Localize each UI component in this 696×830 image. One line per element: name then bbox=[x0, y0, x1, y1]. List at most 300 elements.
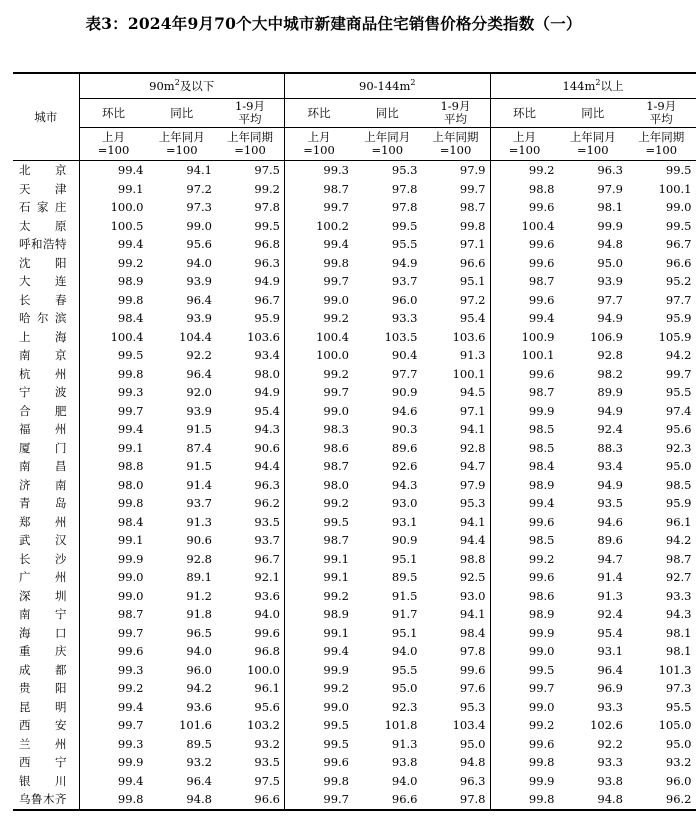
index-value: 103.5 bbox=[384, 329, 418, 344]
index-value: 99.1 bbox=[285, 550, 354, 569]
index-value: 99.8 bbox=[79, 494, 148, 513]
city-name: 济 南 bbox=[19, 477, 67, 492]
table-row bbox=[13, 476, 696, 495]
index-value: 99.0 bbox=[285, 291, 354, 310]
index-value: 98.0 bbox=[79, 476, 148, 495]
index-value: 94.0 bbox=[391, 773, 418, 788]
index-value: 94.4 bbox=[459, 533, 486, 547]
index-value: 99.6 bbox=[490, 254, 559, 273]
table-row bbox=[13, 661, 696, 680]
index-value: 91.7 bbox=[391, 607, 418, 621]
index-value: 99.9 bbox=[490, 772, 559, 791]
index-value: 95.5 bbox=[665, 699, 692, 714]
city-name: 青 岛 bbox=[19, 496, 67, 510]
city-name: 合 肥 bbox=[19, 403, 67, 418]
index-value: 93.3 bbox=[665, 588, 692, 603]
index-value: 99.0 bbox=[490, 642, 559, 661]
index-value: 92.5 bbox=[459, 570, 486, 584]
index-value: 102.6 bbox=[590, 718, 623, 732]
table-row bbox=[13, 383, 696, 402]
city-name: 宁 波 bbox=[19, 385, 67, 399]
index-value: 94.8 bbox=[459, 755, 486, 769]
index-value: 94.7 bbox=[597, 551, 623, 566]
city-name: 南 昌 bbox=[19, 459, 67, 473]
index-value: 99.9 bbox=[597, 218, 623, 233]
index-value: 99.2 bbox=[285, 587, 354, 606]
index-value: 93.6 bbox=[186, 699, 212, 714]
sub-header-2-0: 环比 bbox=[490, 99, 559, 128]
index-value: 92.0 bbox=[186, 385, 212, 399]
index-value: 98.0 bbox=[285, 476, 354, 495]
index-value: 99.0 bbox=[79, 568, 148, 587]
index-value: 99.5 bbox=[285, 735, 354, 754]
index-value: 98.0 bbox=[254, 366, 280, 381]
index-value: 94.8 bbox=[597, 237, 623, 251]
index-value: 91.3 bbox=[597, 588, 623, 603]
index-value: 98.6 bbox=[490, 587, 559, 606]
index-value: 99.8 bbox=[79, 291, 148, 310]
table-row bbox=[13, 457, 696, 476]
index-value: 98.8 bbox=[490, 180, 559, 199]
index-value: 99.4 bbox=[285, 642, 354, 661]
index-value: 98.1 bbox=[665, 625, 692, 640]
city-name: 杭 州 bbox=[19, 366, 67, 381]
index-value: 95.4 bbox=[254, 403, 280, 418]
table-row bbox=[13, 291, 696, 310]
table-row bbox=[13, 772, 696, 791]
index-value: 96.8 bbox=[254, 644, 280, 658]
index-value: 94.2 bbox=[665, 533, 692, 547]
index-value: 99.2 bbox=[285, 679, 354, 698]
base-header-0-2: 上年同期 =100 bbox=[216, 128, 285, 161]
index-value: 99.7 bbox=[665, 366, 692, 381]
index-value: 95.6 bbox=[254, 699, 280, 714]
index-value: 99.2 bbox=[285, 365, 354, 384]
index-value: 94.7 bbox=[459, 459, 486, 473]
index-value: 98.5 bbox=[490, 439, 559, 458]
index-value: 96.4 bbox=[597, 662, 623, 677]
index-value: 95.1 bbox=[459, 274, 486, 288]
index-value: 103.4 bbox=[452, 718, 486, 732]
index-value: 96.6 bbox=[353, 790, 422, 810]
base-header-0-1: 上年同月 =100 bbox=[148, 128, 217, 161]
city-name: 长 沙 bbox=[19, 551, 67, 566]
city-name: 哈尔滨 bbox=[19, 311, 67, 325]
index-value: 93.0 bbox=[391, 496, 418, 510]
index-value: 99.2 bbox=[285, 494, 354, 513]
index-value: 95.0 bbox=[665, 459, 692, 473]
city-name: 厦 门 bbox=[19, 440, 67, 455]
table-row bbox=[13, 698, 696, 717]
index-value: 90.3 bbox=[391, 422, 418, 436]
base-header-1-2: 上年同期 =100 bbox=[422, 128, 491, 161]
sub-header-1-2: 1-9月 平均 bbox=[422, 99, 491, 128]
index-value: 99.9 bbox=[285, 661, 354, 680]
index-value: 91.4 bbox=[597, 570, 623, 584]
index-value: 99.0 bbox=[79, 587, 148, 606]
index-value: 96.1 bbox=[665, 514, 692, 529]
index-value: 98.2 bbox=[597, 366, 623, 381]
index-value: 92.7 bbox=[665, 570, 692, 584]
table-row bbox=[13, 365, 696, 384]
index-value: 99.0 bbox=[285, 402, 354, 421]
city-name: 南 宁 bbox=[19, 607, 67, 621]
table-row bbox=[13, 550, 696, 569]
index-value: 99.5 bbox=[254, 218, 280, 233]
index-value: 94.9 bbox=[254, 274, 280, 288]
index-value: 98.8 bbox=[79, 457, 148, 476]
index-value: 94.0 bbox=[186, 644, 212, 658]
index-value: 98.4 bbox=[490, 457, 559, 476]
table-row bbox=[13, 328, 696, 347]
index-value: 99.7 bbox=[285, 790, 354, 810]
index-value: 94.0 bbox=[391, 644, 418, 658]
index-value: 99.2 bbox=[79, 254, 148, 273]
index-value: 95.3 bbox=[459, 699, 486, 714]
city-name: 南 京 bbox=[19, 348, 67, 362]
index-value: 99.1 bbox=[285, 568, 354, 587]
index-value: 92.4 bbox=[597, 607, 623, 621]
index-value: 99.5 bbox=[490, 661, 559, 680]
table-row bbox=[13, 439, 696, 458]
index-value: 96.9 bbox=[597, 681, 623, 695]
index-value: 99.0 bbox=[285, 698, 354, 717]
group-header-144-above: $144m^2$以上 bbox=[490, 73, 696, 99]
index-value: 99.8 bbox=[79, 365, 148, 384]
table-row bbox=[13, 716, 696, 735]
index-value: 99.6 bbox=[490, 735, 559, 754]
city-name: 西 安 bbox=[19, 718, 67, 732]
index-value: 94.1 bbox=[186, 163, 212, 177]
index-value: 98.5 bbox=[490, 531, 559, 550]
index-value: 97.3 bbox=[665, 681, 692, 695]
city-name: 贵 阳 bbox=[19, 681, 67, 695]
index-value: 91.2 bbox=[186, 588, 212, 603]
table-row bbox=[13, 161, 696, 180]
index-value: 94.5 bbox=[459, 385, 486, 399]
index-value: 94.6 bbox=[597, 514, 623, 529]
index-value: 93.0 bbox=[459, 588, 486, 603]
index-value: 99.9 bbox=[79, 550, 148, 569]
index-value: 99.5 bbox=[391, 218, 418, 233]
index-value: 92.1 bbox=[254, 570, 280, 584]
index-value: 93.7 bbox=[254, 533, 280, 547]
index-value: 100.2 bbox=[285, 217, 354, 236]
index-value: 103.6 bbox=[452, 329, 486, 344]
index-value: 96.6 bbox=[459, 255, 486, 270]
index-value: 93.9 bbox=[186, 274, 212, 288]
index-value: 98.4 bbox=[79, 513, 148, 532]
index-value: 94.9 bbox=[597, 311, 623, 325]
table-row bbox=[13, 346, 696, 365]
table-row bbox=[13, 309, 696, 328]
index-value: 98.9 bbox=[79, 272, 148, 291]
index-value: 95.3 bbox=[459, 496, 486, 510]
index-value: 99.9 bbox=[490, 624, 559, 643]
table-row bbox=[13, 217, 696, 236]
index-value: 98.1 bbox=[665, 644, 692, 658]
index-value: 95.0 bbox=[391, 681, 418, 695]
index-value: 98.9 bbox=[490, 476, 559, 495]
base-header-0-0: 上月 =100 bbox=[79, 128, 148, 161]
index-value: 96.7 bbox=[254, 551, 280, 566]
index-value: 91.3 bbox=[186, 514, 212, 529]
table-row bbox=[13, 254, 696, 273]
index-value: 101.8 bbox=[384, 718, 418, 732]
index-value: 99.3 bbox=[285, 161, 354, 180]
index-value: 95.1 bbox=[391, 625, 418, 640]
index-value: 98.7 bbox=[285, 457, 354, 476]
index-value: 100.0 bbox=[79, 198, 148, 217]
index-value: 97.3 bbox=[186, 200, 212, 214]
index-value: 99.6 bbox=[79, 642, 148, 661]
index-value: 91.5 bbox=[186, 422, 212, 436]
index-value: 95.0 bbox=[459, 736, 486, 751]
table-row bbox=[13, 513, 696, 532]
table-row bbox=[13, 198, 696, 217]
city-name: 银 川 bbox=[19, 773, 67, 788]
sub-header-2-1: 同比 bbox=[559, 99, 628, 128]
index-value: 99.7 bbox=[285, 272, 354, 291]
index-value: 100.1 bbox=[490, 346, 559, 365]
index-value: 99.8 bbox=[79, 790, 148, 810]
index-value: 99.1 bbox=[79, 180, 148, 199]
index-value: 96.0 bbox=[665, 773, 692, 788]
index-value: 95.9 bbox=[665, 496, 692, 510]
index-value: 97.5 bbox=[254, 773, 280, 788]
index-value: 94.6 bbox=[391, 403, 418, 418]
index-value: 94.3 bbox=[391, 477, 418, 492]
city-name: 天 津 bbox=[19, 181, 67, 196]
index-value: 91.4 bbox=[186, 477, 212, 492]
index-value: 99.0 bbox=[665, 200, 692, 214]
index-value: 93.7 bbox=[186, 496, 212, 510]
index-value: 99.7 bbox=[459, 181, 486, 196]
index-value: 100.4 bbox=[79, 328, 148, 347]
index-value: 96.3 bbox=[459, 773, 486, 788]
index-value: 99.2 bbox=[285, 309, 354, 328]
index-value: 94.2 bbox=[186, 681, 212, 695]
index-value: 93.5 bbox=[254, 755, 280, 769]
index-value: 91.3 bbox=[459, 348, 486, 362]
city-name: 昆 明 bbox=[19, 699, 67, 714]
table-row bbox=[13, 605, 696, 624]
index-value: 101.6 bbox=[179, 718, 212, 732]
index-value: 99.8 bbox=[490, 790, 559, 810]
index-value: 99.4 bbox=[79, 772, 148, 791]
index-value: 98.7 bbox=[285, 531, 354, 550]
index-value: 99.7 bbox=[79, 624, 148, 643]
index-value: 93.5 bbox=[597, 496, 623, 510]
index-value: 98.3 bbox=[285, 420, 354, 439]
index-value: 99.8 bbox=[285, 254, 354, 273]
index-value: 100.1 bbox=[658, 181, 692, 196]
index-value: 98.4 bbox=[79, 309, 148, 328]
index-value: 96.5 bbox=[186, 625, 212, 640]
index-value: 93.9 bbox=[186, 311, 212, 325]
index-value: 99.2 bbox=[490, 161, 559, 180]
index-value: 96.6 bbox=[216, 790, 285, 810]
index-value: 92.8 bbox=[597, 348, 623, 362]
index-value: 98.9 bbox=[285, 605, 354, 624]
index-value: 96.6 bbox=[665, 255, 692, 270]
index-value: 97.9 bbox=[459, 163, 486, 177]
index-value: 99.6 bbox=[490, 235, 559, 254]
index-value: 93.4 bbox=[254, 348, 280, 362]
index-value: 89.9 bbox=[597, 385, 623, 399]
index-value: 100.9 bbox=[490, 328, 559, 347]
index-value: 96.2 bbox=[254, 496, 280, 510]
index-value: 96.3 bbox=[254, 255, 280, 270]
index-value: 105.9 bbox=[658, 329, 692, 344]
index-value: 95.6 bbox=[665, 422, 692, 436]
sub-header-0-1: 同比 bbox=[148, 99, 217, 128]
index-value: 95.0 bbox=[597, 255, 623, 270]
index-value: 93.6 bbox=[254, 588, 280, 603]
sub-header-2-2: 1-9月 平均 bbox=[627, 99, 696, 128]
index-value: 99.1 bbox=[285, 624, 354, 643]
index-value: 99.4 bbox=[490, 309, 559, 328]
sub-header-1-1: 同比 bbox=[353, 99, 422, 128]
sub-header-1-0: 环比 bbox=[285, 99, 354, 128]
table-row bbox=[13, 235, 696, 254]
index-value: 94.0 bbox=[186, 255, 212, 270]
index-value: 96.8 bbox=[254, 237, 280, 251]
index-value: 93.9 bbox=[597, 274, 623, 288]
index-value: 101.3 bbox=[658, 662, 692, 677]
index-value: 99.6 bbox=[490, 291, 559, 310]
index-value: 99.4 bbox=[490, 494, 559, 513]
index-value: 99.4 bbox=[79, 235, 148, 254]
index-value: 99.3 bbox=[79, 735, 148, 754]
index-value: 100.0 bbox=[285, 346, 354, 365]
city-name: 郑 州 bbox=[19, 514, 67, 529]
index-value: 93.4 bbox=[597, 459, 623, 473]
table-row bbox=[13, 735, 696, 754]
index-value: 94.2 bbox=[665, 348, 692, 362]
index-value: 99.6 bbox=[254, 625, 280, 640]
index-value: 97.9 bbox=[597, 181, 623, 196]
table-row bbox=[13, 494, 696, 513]
index-value: 98.7 bbox=[490, 383, 559, 402]
index-value: 94.8 bbox=[559, 790, 628, 810]
index-value: 99.6 bbox=[490, 568, 559, 587]
base-header-1-0: 上月 =100 bbox=[285, 128, 354, 161]
index-value: 99.6 bbox=[490, 365, 559, 384]
index-value: 90.6 bbox=[254, 440, 280, 455]
index-value: 91.5 bbox=[391, 588, 418, 603]
index-value: 94.1 bbox=[459, 422, 486, 436]
base-header-2-0: 上月 =100 bbox=[490, 128, 559, 161]
index-value: 95.3 bbox=[391, 163, 418, 177]
index-value: 96.4 bbox=[186, 366, 212, 381]
table-row bbox=[13, 272, 696, 291]
index-value: 97.7 bbox=[391, 366, 418, 381]
city-name: 石家庄 bbox=[19, 200, 67, 214]
page-title: 表3：2024年9月70个大中城市新建商品住宅销售价格分类指数（一） bbox=[85, 14, 582, 33]
base-header-2-2: 上年同期 =100 bbox=[627, 128, 696, 161]
index-value: 98.7 bbox=[490, 272, 559, 291]
sub-header-0-2: 1-9月 平均 bbox=[216, 99, 285, 128]
city-name: 福 州 bbox=[19, 422, 67, 436]
index-value: 96.4 bbox=[186, 773, 212, 788]
index-value: 98.6 bbox=[285, 439, 354, 458]
index-value: 98.9 bbox=[490, 605, 559, 624]
index-value: 97.1 bbox=[459, 403, 486, 418]
index-value: 92.8 bbox=[186, 551, 212, 566]
index-value: 98.7 bbox=[459, 200, 486, 214]
index-value: 99.5 bbox=[285, 513, 354, 532]
index-value: 98.7 bbox=[285, 180, 354, 199]
city-name: 北 京 bbox=[19, 163, 67, 177]
index-value: 92.2 bbox=[597, 736, 623, 751]
index-value: 99.4 bbox=[79, 698, 148, 717]
index-value: 96.3 bbox=[254, 477, 280, 492]
index-value: 97.7 bbox=[665, 292, 692, 307]
table-row bbox=[13, 420, 696, 439]
index-value: 100.4 bbox=[490, 217, 559, 236]
index-value: 94.9 bbox=[597, 403, 623, 418]
index-value: 92.6 bbox=[391, 459, 418, 473]
index-value: 93.2 bbox=[665, 755, 692, 769]
index-value: 90.9 bbox=[391, 385, 418, 399]
city-name: 成 都 bbox=[19, 662, 67, 677]
index-value: 96.2 bbox=[627, 790, 696, 810]
index-value: 94.1 bbox=[459, 607, 486, 621]
table-row bbox=[13, 180, 696, 199]
index-value: 93.1 bbox=[597, 644, 623, 658]
index-value: 99.6 bbox=[459, 662, 486, 677]
index-value: 96.7 bbox=[665, 237, 692, 251]
city-name: 深 圳 bbox=[19, 588, 67, 603]
index-value: 90.9 bbox=[391, 533, 418, 547]
city-name: 武 汉 bbox=[19, 533, 67, 547]
index-value: 96.0 bbox=[391, 292, 418, 307]
table-row bbox=[13, 642, 696, 661]
index-value: 94.0 bbox=[254, 607, 280, 621]
index-value: 97.7 bbox=[597, 292, 623, 307]
index-value: 97.8 bbox=[391, 181, 418, 196]
index-value: 99.7 bbox=[79, 402, 148, 421]
index-value: 95.9 bbox=[665, 311, 692, 325]
city-name: 沈 阳 bbox=[19, 255, 67, 270]
index-value: 97.8 bbox=[391, 200, 418, 214]
index-value: 91.8 bbox=[186, 607, 212, 621]
group-header-90-144: $90-144m^2$ bbox=[285, 73, 491, 99]
index-value: 98.4 bbox=[459, 625, 486, 640]
city-name: 乌鲁木齐 bbox=[13, 790, 79, 810]
table-row bbox=[13, 753, 696, 772]
index-value: 104.4 bbox=[179, 329, 212, 344]
index-value: 94.9 bbox=[391, 255, 418, 270]
index-value: 99.9 bbox=[490, 402, 559, 421]
index-value: 100.0 bbox=[247, 662, 280, 677]
index-value: 99.4 bbox=[79, 420, 148, 439]
index-value: 97.1 bbox=[459, 237, 486, 251]
index-value: 99.0 bbox=[186, 218, 212, 233]
index-value: 99.3 bbox=[79, 383, 148, 402]
table-row bbox=[13, 568, 696, 587]
index-value: 97.2 bbox=[186, 181, 212, 196]
index-value: 99.0 bbox=[490, 698, 559, 717]
index-value: 94.8 bbox=[148, 790, 217, 810]
index-value: 94.1 bbox=[459, 514, 486, 529]
index-value: 92.2 bbox=[186, 348, 212, 362]
index-value: 89.6 bbox=[391, 440, 418, 455]
index-value: 97.5 bbox=[254, 163, 280, 177]
index-value: 99.2 bbox=[490, 550, 559, 569]
city-column-header: 城市 bbox=[13, 73, 79, 161]
